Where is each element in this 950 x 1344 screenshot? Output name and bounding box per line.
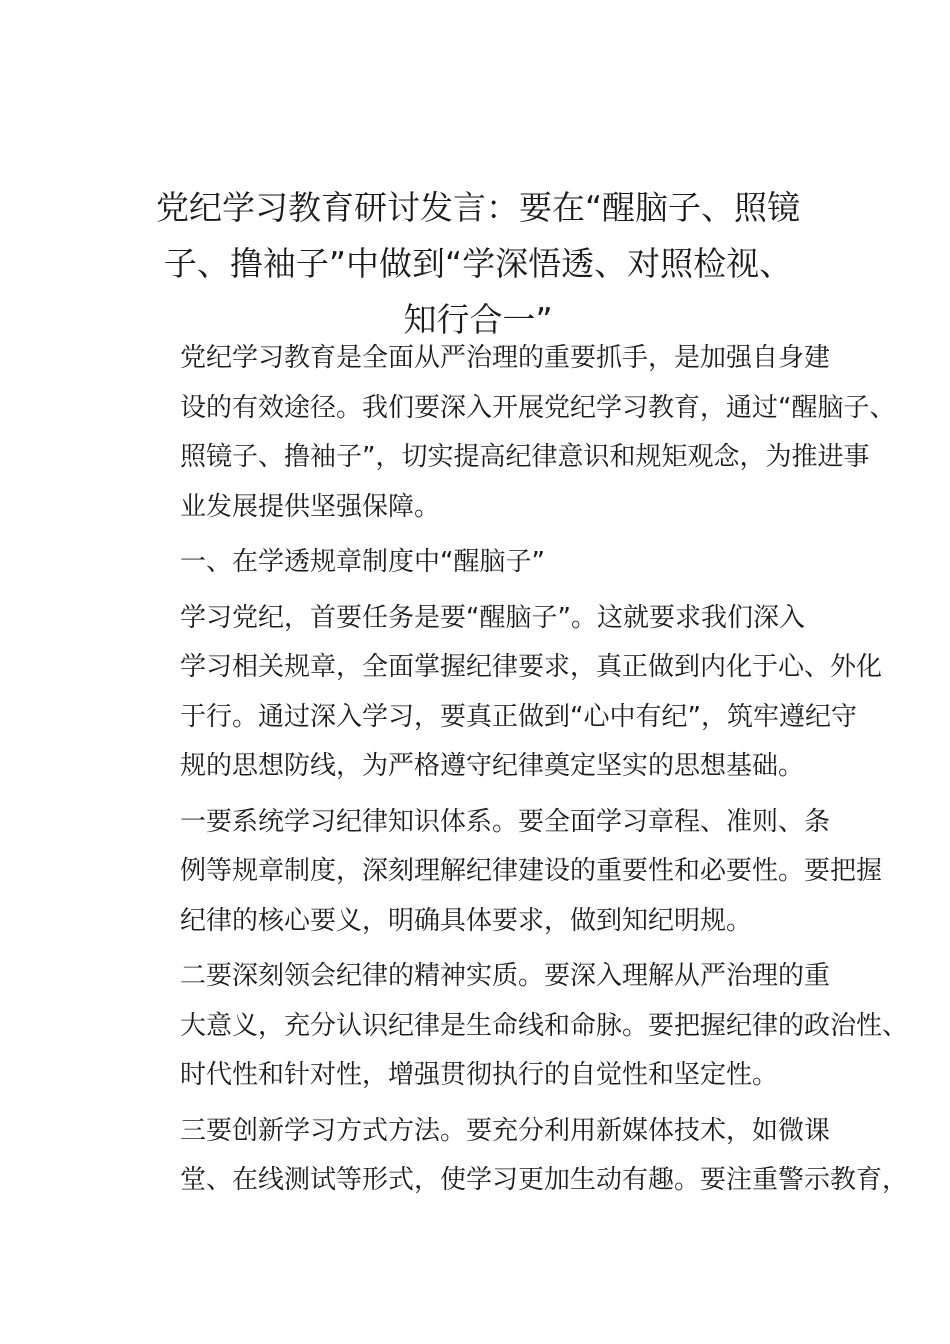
text-line: 三要创新学习方式方法。要充分利用新媒体技术，如微课	[180, 1115, 831, 1146]
text-line: 业发展提供坚强保障。	[180, 491, 441, 522]
text-line: 照镜子、撸袖子”，切实提高纪律意识和规矩观念，为推进事	[180, 442, 870, 472]
paragraph-point-2	[128, 952, 909, 1101]
document-body	[128, 334, 909, 1212]
paragraph-section-1	[128, 594, 883, 792]
title-line-1: 党纪学习教育研讨发言：要在“醒脑子、照镜	[155, 188, 801, 227]
section-heading-1	[128, 538, 833, 588]
text-line: 设的有效途径。我们要深入开展党纪学习教育，通过“醒脑子、	[180, 392, 896, 423]
text-line: 于行。通过深入学习，要真正做到“心中有纪”，筑牢遵纪守	[180, 701, 857, 732]
text-line: 一要系统学习纪律知识体系。要全面学习章程、准则、条	[180, 806, 831, 837]
paragraph-point-3	[128, 1107, 909, 1206]
text-line: 堂、在线测试等形式，使学习更加生动有趣。要注重警示教育，	[180, 1165, 909, 1195]
paragraph-point-1	[128, 798, 883, 947]
text-line: 一、在学透规章制度中“醒脑子”	[180, 547, 545, 577]
document-title	[128, 180, 828, 348]
text-line: 二要深刻领会纪律的精神实质。要深入理解从严治理的重	[180, 961, 831, 991]
text-line: 大意义，充分认识纪律是生命线和命脉。要把握纪律的政治性、	[180, 1010, 909, 1041]
title-line-2: 子、撸袖子”中做到“学深悟透、对照检视、	[163, 244, 793, 283]
text-line: 党纪学习教育是全面从严治理的重要抓手，是加强自身建	[180, 343, 831, 373]
text-line: 规的思想防线，为严格遵守纪律奠定坚实的思想基础。	[180, 751, 805, 781]
text-line: 纪律的核心要义，明确具体要求，做到知纪明规。	[180, 905, 753, 936]
text-line: 例等规章制度，深刻理解纪律建设的重要性和必要性。要把握	[180, 856, 883, 886]
text-line: 学习党纪，首要任务是要“醒脑子”。这就要求我们深入	[180, 602, 805, 633]
paragraph-intro	[128, 334, 896, 532]
title-line-3: 知行合一”	[403, 300, 553, 339]
text-line: 时代性和针对性，增强贯彻执行的自觉性和坚定性。	[180, 1060, 779, 1090]
text-line: 学习相关规章，全面掌握纪律要求，真正做到内化于心、外化	[180, 652, 883, 682]
